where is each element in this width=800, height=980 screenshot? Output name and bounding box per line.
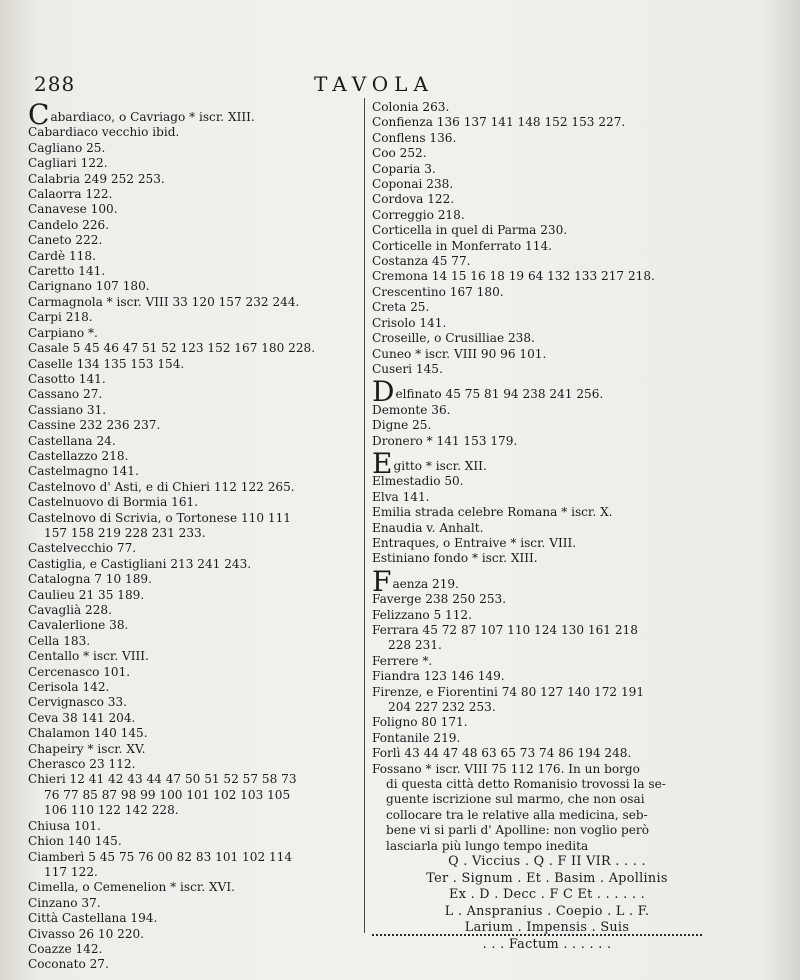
index-entry: Ferrara 45 72 87 107 110 124 130 161 218 bbox=[372, 623, 638, 637]
index-entry: Fossano * iscr. VIII 75 112 176. In un borgo bbox=[372, 761, 640, 776]
index-entry: Foligno 80 171. bbox=[372, 715, 468, 730]
index-entry: Crisolo 141. bbox=[372, 315, 447, 330]
index-entry: Felizzano 5 112. bbox=[372, 607, 472, 622]
index-entry: Casale 5 45 46 47 51 52 123 152 167 180 228. bbox=[28, 341, 316, 356]
index-entry: Ceva 38 141 204. bbox=[28, 710, 136, 725]
index-entry: Chieri 12 41 42 43 44 47 50 51 52 57 58 73 bbox=[28, 772, 297, 787]
index-entry: Digne 25. bbox=[372, 418, 432, 433]
index-entry: Cella 183. bbox=[28, 633, 91, 648]
page-number: 288 bbox=[34, 72, 76, 96]
index-entry: bene vi si parli d' Apolline: non voglio però bbox=[386, 823, 649, 838]
index-entry: Cassine 232 236 237. bbox=[28, 418, 161, 433]
initial-letter: E bbox=[372, 446, 393, 480]
index-entry: Cassano 27. bbox=[28, 387, 103, 402]
index-entry: Cercenasco 101. bbox=[28, 664, 131, 679]
index-entry: guente iscrizione sul marmo, che non osai bbox=[386, 792, 645, 807]
index-entry: Cherasco 23 112. bbox=[28, 757, 136, 772]
index-entry: Cervignasco 33. bbox=[28, 695, 127, 710]
index-column-right bbox=[372, 100, 722, 953]
index-entry: collocare tra le relative alla medicina, seb- bbox=[386, 807, 648, 822]
index-entry: Cavaglià 228. bbox=[28, 603, 112, 617]
index-entry: Fiandra 123 146 149. bbox=[372, 669, 505, 684]
index-entry: Carpiano *. bbox=[28, 325, 98, 340]
index-entry: Cagliari 122. bbox=[28, 156, 108, 171]
inscription-line: Q . Viccius . Q . F II VIR . . . . bbox=[448, 854, 646, 870]
index-entry: Chiusa 101. bbox=[28, 818, 101, 833]
index-entry: Castelnovo d' Asti, e di Chieri 112 122 265. bbox=[28, 479, 295, 494]
inscription-line: Ex . D . Decc . F C Et . . . . . . bbox=[449, 887, 645, 903]
index-entry: Elva 141. bbox=[372, 489, 430, 504]
index-entry: Cabardiaco, o Cavriago * iscr. XIII. bbox=[28, 98, 255, 131]
index-entry: Crescentino 167 180. bbox=[372, 284, 504, 299]
index-entry: Castelnuovo di Bormia 161. bbox=[28, 495, 199, 510]
index-entry: Coconato 27. bbox=[28, 957, 109, 972]
index-entry: Candelo 226. bbox=[28, 217, 110, 232]
index-entry: Castelnovo di Scrivia, o Tortonese 110 111 bbox=[28, 510, 291, 525]
initial-letter: C bbox=[28, 98, 50, 131]
index-entry: Catalogna 7 10 189. bbox=[28, 572, 152, 587]
index-entry: Confienza 136 137 141 148 152 153 227. bbox=[372, 115, 626, 130]
index-entry: Demonte 36. bbox=[372, 402, 451, 417]
index-entry: Cimella, o Cemenelion * iscr. XVI. bbox=[28, 880, 235, 895]
index-entry: Chion 140 145. bbox=[28, 834, 122, 849]
initial-letter: F bbox=[372, 564, 392, 598]
index-entry: Coparia 3. bbox=[372, 161, 436, 176]
index-entry: Castiglia, e Castigliani 213 241 243. bbox=[28, 556, 252, 571]
index-entry: Carmagnola * iscr. VIII 33 120 157 232 244. bbox=[28, 294, 300, 309]
index-entry: Chapeiry * iscr. XV. bbox=[28, 741, 146, 756]
index-entry: 157 158 219 228 231 233. bbox=[44, 525, 206, 540]
index-entry: Enaudia v. Anhalt. bbox=[372, 520, 484, 535]
index-entry: Cavalerlione 38. bbox=[28, 618, 129, 633]
index-entry: Cinzano 37. bbox=[28, 895, 101, 910]
index-entry: Coazze 142. bbox=[28, 941, 103, 956]
index-entry: Casotto 141. bbox=[28, 371, 106, 386]
index-column-left bbox=[28, 100, 360, 973]
index-entry: Castellazzo 218. bbox=[28, 448, 129, 463]
index-entry: Entraques, o Entraive * iscr. VIII. bbox=[372, 535, 577, 550]
inscription-line: . . . Factum . . . . . . bbox=[482, 936, 612, 952]
inscription-line: L . Anspranius . Coepio . L . F. bbox=[444, 903, 650, 919]
index-entry: Calabria 249 252 253. bbox=[28, 171, 165, 186]
index-entry: Caretto 141. bbox=[28, 264, 106, 279]
index-entry: Città Castellana 194. bbox=[28, 911, 158, 926]
index-entry: Elmestadio 50. bbox=[372, 474, 464, 489]
index-entry: Ciamberì 5 45 75 76 00 82 83 101 102 114 bbox=[28, 849, 293, 864]
index-entry: di questa città detto Romanisio trovossi la se- bbox=[386, 777, 666, 792]
index-entry: Corticelle in Monferrato 114. bbox=[372, 238, 552, 253]
index-entry: Cabardiaco vecchio ibid. bbox=[28, 125, 180, 140]
running-title: TAVOLA bbox=[314, 72, 434, 96]
index-entry: Caselle 134 135 153 154. bbox=[28, 356, 185, 371]
index-entry: Estiniano fondo * iscr. XIII. bbox=[372, 551, 538, 566]
initial-letter: D bbox=[372, 375, 395, 409]
index-entry: Civasso 26 10 220. bbox=[28, 926, 145, 941]
index-entry: Centallo * iscr. VIII. bbox=[28, 649, 149, 664]
index-entry: Carpi 218. bbox=[28, 310, 93, 325]
index-entry: Cuseri 145. bbox=[372, 361, 443, 376]
index-entry: Croseille, o Crusilliae 238. bbox=[372, 331, 535, 346]
page-edge-shadow bbox=[764, 0, 800, 980]
index-entry: Caulieu 21 35 189. bbox=[28, 587, 145, 602]
index-entry: Calaorra 122. bbox=[28, 187, 113, 202]
index-entry: Conflens 136. bbox=[372, 130, 457, 145]
index-entry: Faverge 238 250 253. bbox=[372, 592, 507, 607]
page-header bbox=[34, 72, 734, 98]
index-entry: Chalamon 140 145. bbox=[28, 726, 148, 741]
index-entry: Delfinato 45 75 81 94 238 241 256. bbox=[372, 375, 604, 409]
index-entry: Costanza 45 77. bbox=[372, 254, 471, 269]
index-entry: Cuneo * iscr. VIII 90 96 101. bbox=[372, 346, 547, 361]
index-entry: 228 231. bbox=[388, 638, 442, 653]
index-entry: Correggio 218. bbox=[372, 207, 465, 222]
closing-dotted-rule bbox=[372, 934, 702, 942]
index-entry: lasciarla più lungo tempo inedita bbox=[386, 838, 589, 853]
index-entry: Ferrere *. bbox=[372, 653, 433, 668]
index-entry: 76 77 85 87 98 99 100 101 102 103 105 bbox=[44, 787, 291, 802]
index-entry: Caneto 222. bbox=[28, 233, 103, 248]
index-entry: Carignano 107 180. bbox=[28, 279, 150, 294]
index-entry: Colonia 263. bbox=[372, 100, 450, 114]
inscription-line: Ter . Signum . Et . Basim . Apollinis bbox=[426, 870, 668, 886]
index-entry: Cardè 118. bbox=[28, 248, 96, 263]
index-entry: Firenze, e Fiorentini 74 80 127 140 172 191 bbox=[372, 684, 645, 699]
index-entry: Corticella in quel di Parma 230. bbox=[372, 223, 568, 238]
index-entry: Cordova 122. bbox=[372, 192, 455, 207]
index-entry: Creta 25. bbox=[372, 300, 430, 315]
index-entry: 117 122. bbox=[44, 864, 98, 879]
index-entry: Faenza 219. bbox=[372, 564, 459, 598]
index-entry: Coponai 238. bbox=[372, 177, 454, 192]
index-entry: 106 110 122 142 228. bbox=[44, 803, 179, 818]
index-entry: Castelmagno 141. bbox=[28, 464, 139, 479]
index-entry: 204 227 232 253. bbox=[388, 700, 496, 715]
index-entry: Canavese 100. bbox=[28, 202, 118, 217]
index-entry: Egitto * iscr. XII. bbox=[372, 446, 487, 480]
index-entry: Cerisola 142. bbox=[28, 680, 110, 695]
index-entry: Cassiano 31. bbox=[28, 402, 107, 417]
index-entry: Castellana 24. bbox=[28, 433, 116, 448]
column-divider bbox=[364, 98, 365, 933]
index-entry: Dronero * 141 153 179. bbox=[372, 433, 518, 448]
index-entry: Forlì 43 44 47 48 63 65 73 74 86 194 248. bbox=[372, 746, 632, 761]
index-entry: Cagliano 25. bbox=[28, 140, 106, 155]
index-entry: Castelvecchio 77. bbox=[28, 541, 137, 556]
index-entry: Emilia strada celebre Romana * iscr. X. bbox=[372, 505, 613, 520]
index-entry: Fontanile 219. bbox=[372, 730, 461, 745]
inscription-line: Larium . Impensis . Suis bbox=[464, 920, 630, 936]
index-entry: Coo 252. bbox=[372, 146, 427, 161]
index-entry: Cremona 14 15 16 18 19 64 132 133 217 218. bbox=[372, 269, 655, 284]
